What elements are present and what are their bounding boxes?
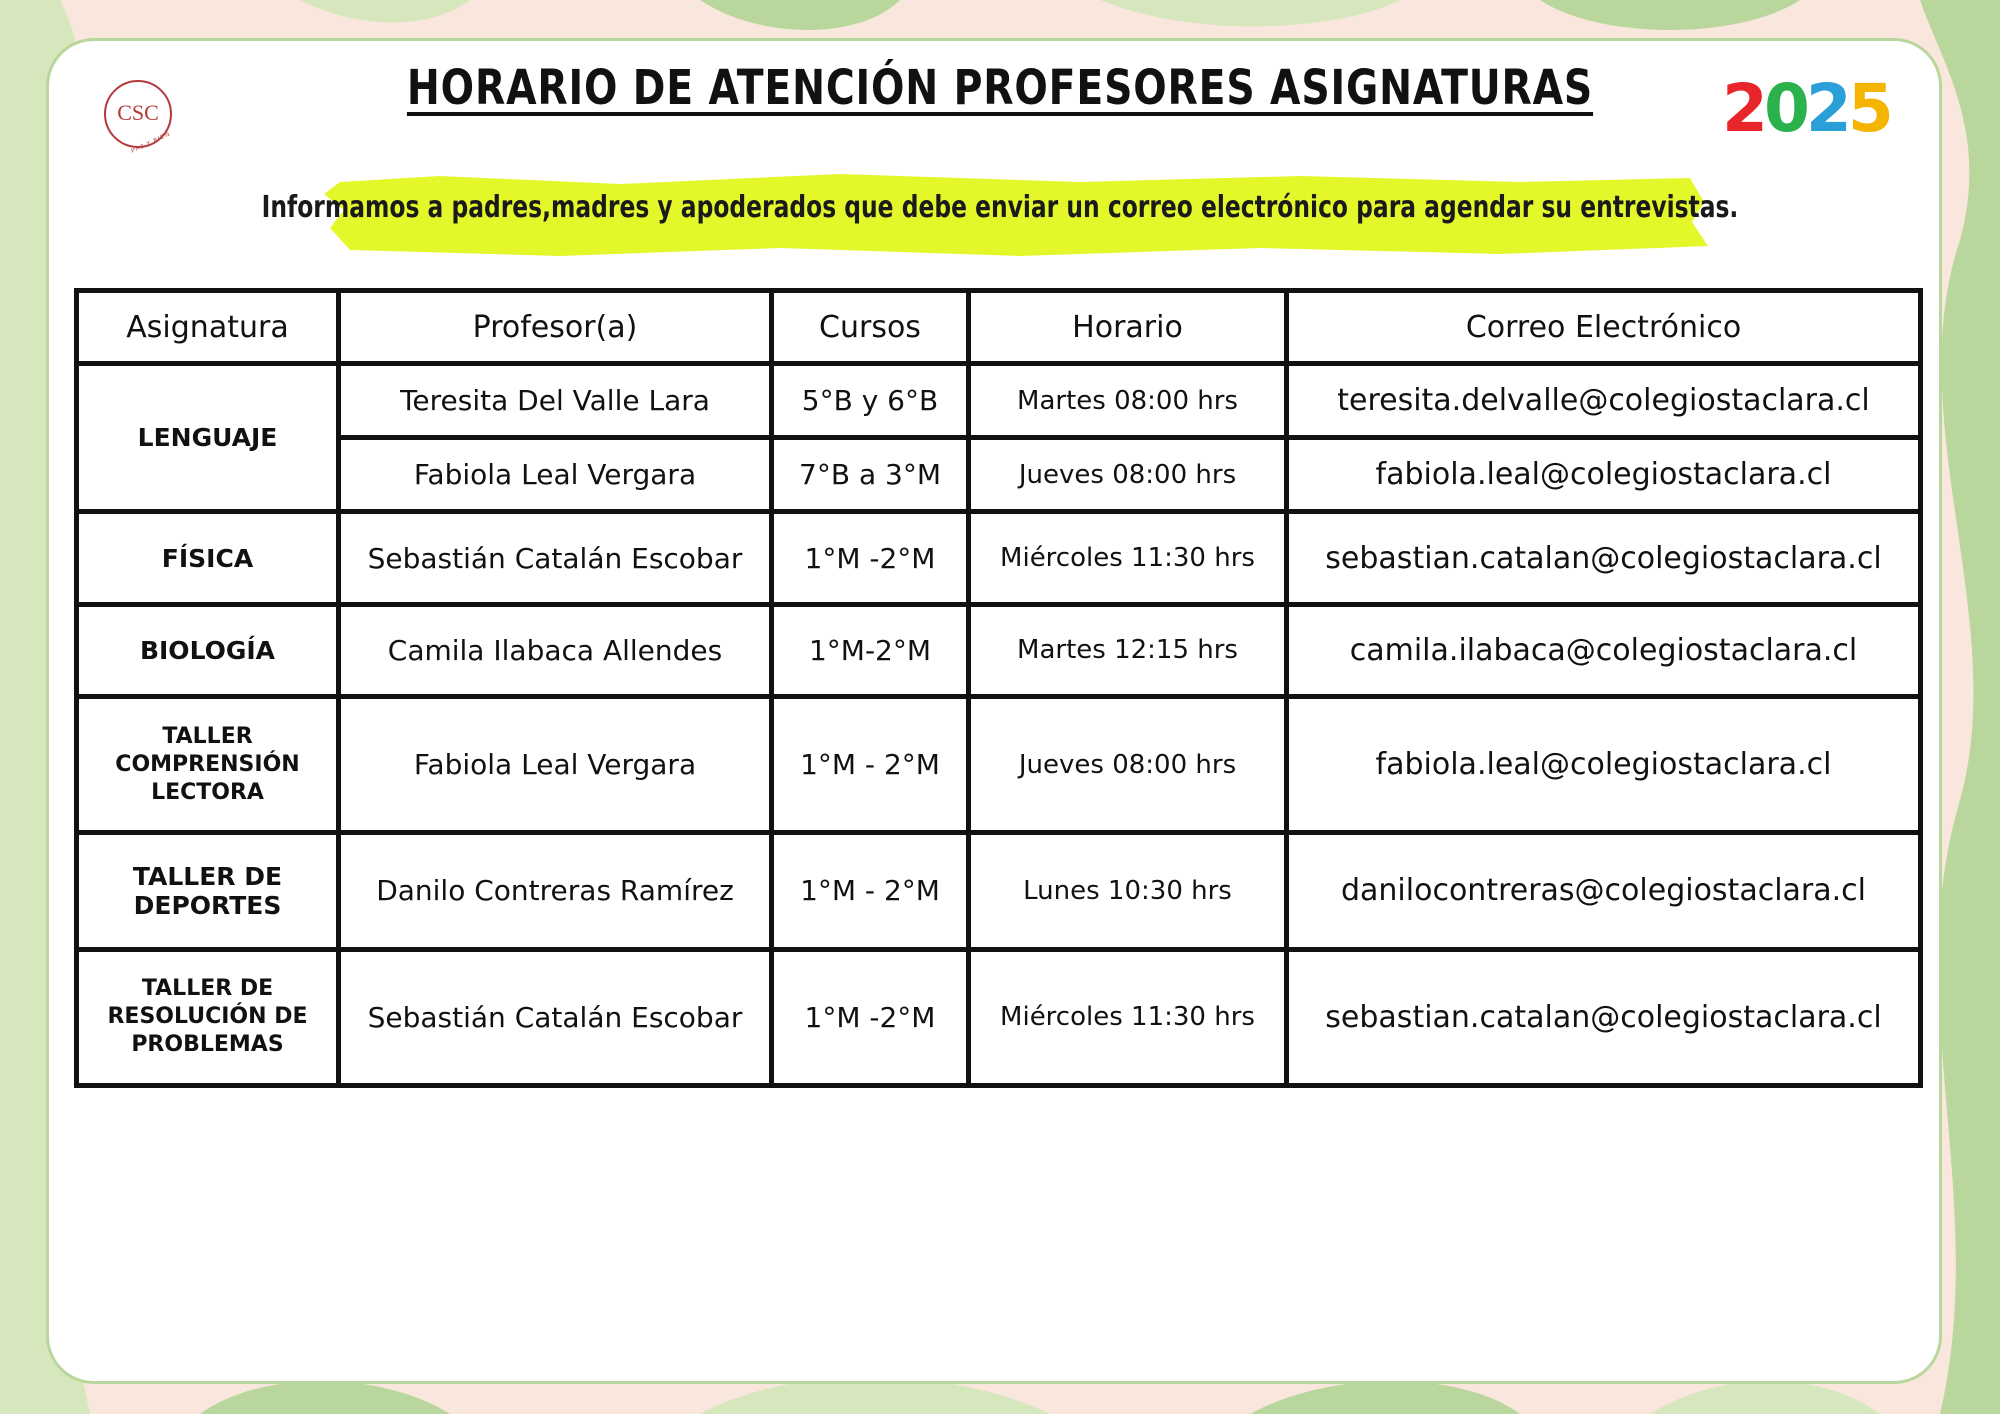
cursos-cell: 1°M -2°M	[772, 949, 969, 1085]
correo-cell: teresita.delvalle@colegiostaclara.cl	[1287, 364, 1921, 438]
header-profesor: Profesor(a)	[339, 291, 772, 364]
year-digit-3: 2	[1805, 70, 1848, 147]
subject-cell	[77, 833, 339, 949]
cursos-cell: 1°M -2°M	[772, 512, 969, 604]
logo-motto: PAZ Y BIEN	[130, 131, 172, 155]
page-title-text: HORARIO DE ATENCIÓN PROFESORES ASIGNATURAS	[406, 60, 1594, 116]
table-row	[77, 696, 1921, 832]
table-row	[77, 364, 1921, 438]
profesor-cell: Danilo Contreras Ramírez	[339, 833, 772, 949]
table-row	[77, 512, 1921, 604]
table-row	[77, 438, 1921, 512]
horario-cell: Jueves 08:00 hrs	[969, 438, 1287, 512]
cursos-cell: 5°B y 6°B	[772, 364, 969, 438]
table-row	[77, 949, 1921, 1085]
header-horario: Horario	[969, 291, 1287, 364]
subject-line: TALLER DE	[141, 976, 274, 1002]
correo-cell: fabiola.leal@colegiostaclara.cl	[1287, 438, 1921, 512]
subject-line: RESOLUCIÓN DE	[107, 1004, 308, 1030]
subject-line: PROBLEMAS	[131, 1032, 284, 1058]
year-badge	[1722, 70, 1890, 147]
subject-line: COMPRENSIÓN	[115, 751, 300, 777]
school-logo	[100, 76, 180, 156]
subject-line: TALLER	[162, 723, 253, 749]
profesor-cell: Camila Ilabaca Allendes	[339, 604, 772, 696]
subject-cell	[77, 696, 339, 832]
profesor-cell: Sebastián Catalán Escobar	[339, 949, 772, 1085]
horario-cell: Miércoles 11:30 hrs	[969, 949, 1287, 1085]
logo-text: CSC	[117, 100, 159, 125]
profesor-cell: Fabiola Leal Vergara	[339, 438, 772, 512]
horario-cell: Jueves 08:00 hrs	[969, 696, 1287, 832]
horario-cell: Martes 12:15 hrs	[969, 604, 1287, 696]
horario-cell: Lunes 10:30 hrs	[969, 833, 1287, 949]
cursos-cell: 1°M - 2°M	[772, 833, 969, 949]
subject-cell: FÍSICA	[77, 512, 339, 604]
header-correo: Correo Electrónico	[1287, 291, 1921, 364]
subject-line: TALLER DE	[132, 861, 283, 891]
correo-cell: sebastian.catalan@colegiostaclara.cl	[1287, 949, 1921, 1085]
subject-cell: BIOLOGÍA	[77, 604, 339, 696]
correo-cell: fabiola.leal@colegiostaclara.cl	[1287, 696, 1921, 832]
correo-cell: danilocontreras@colegiostaclara.cl	[1287, 833, 1921, 949]
header-cursos: Cursos	[772, 291, 969, 364]
table-row	[77, 604, 1921, 696]
schedule-table	[74, 288, 1923, 1088]
notice-text: Informamos a padres,madres y apoderados que debe enviar un correo electrónico para agendar su entrevistas.	[261, 190, 1739, 225]
subject-cell: LENGUAJE	[77, 364, 339, 512]
profesor-cell: Sebastián Catalán Escobar	[339, 512, 772, 604]
table-header-row	[77, 291, 1921, 364]
subject-cell	[77, 949, 339, 1085]
cursos-cell: 7°B a 3°M	[772, 438, 969, 512]
correo-cell: sebastian.catalan@colegiostaclara.cl	[1287, 512, 1921, 604]
header-asignatura: Asignatura	[77, 291, 339, 364]
year-digit-4: 5	[1847, 70, 1890, 147]
table-row	[77, 833, 1921, 949]
subject-line: DEPORTES	[133, 890, 282, 920]
profesor-cell: Fabiola Leal Vergara	[339, 696, 772, 832]
cursos-cell: 1°M-2°M	[772, 604, 969, 696]
year-digit-1: 2	[1722, 70, 1764, 147]
horario-cell: Martes 08:00 hrs	[969, 364, 1287, 438]
subject-line: LECTORA	[151, 779, 264, 805]
profesor-cell: Teresita Del Valle Lara	[339, 364, 772, 438]
page-title	[180, 60, 1820, 116]
horario-cell: Miércoles 11:30 hrs	[969, 512, 1287, 604]
cursos-cell: 1°M - 2°M	[772, 696, 969, 832]
year-digit-2: 0	[1763, 70, 1806, 147]
correo-cell: camila.ilabaca@colegiostaclara.cl	[1287, 604, 1921, 696]
